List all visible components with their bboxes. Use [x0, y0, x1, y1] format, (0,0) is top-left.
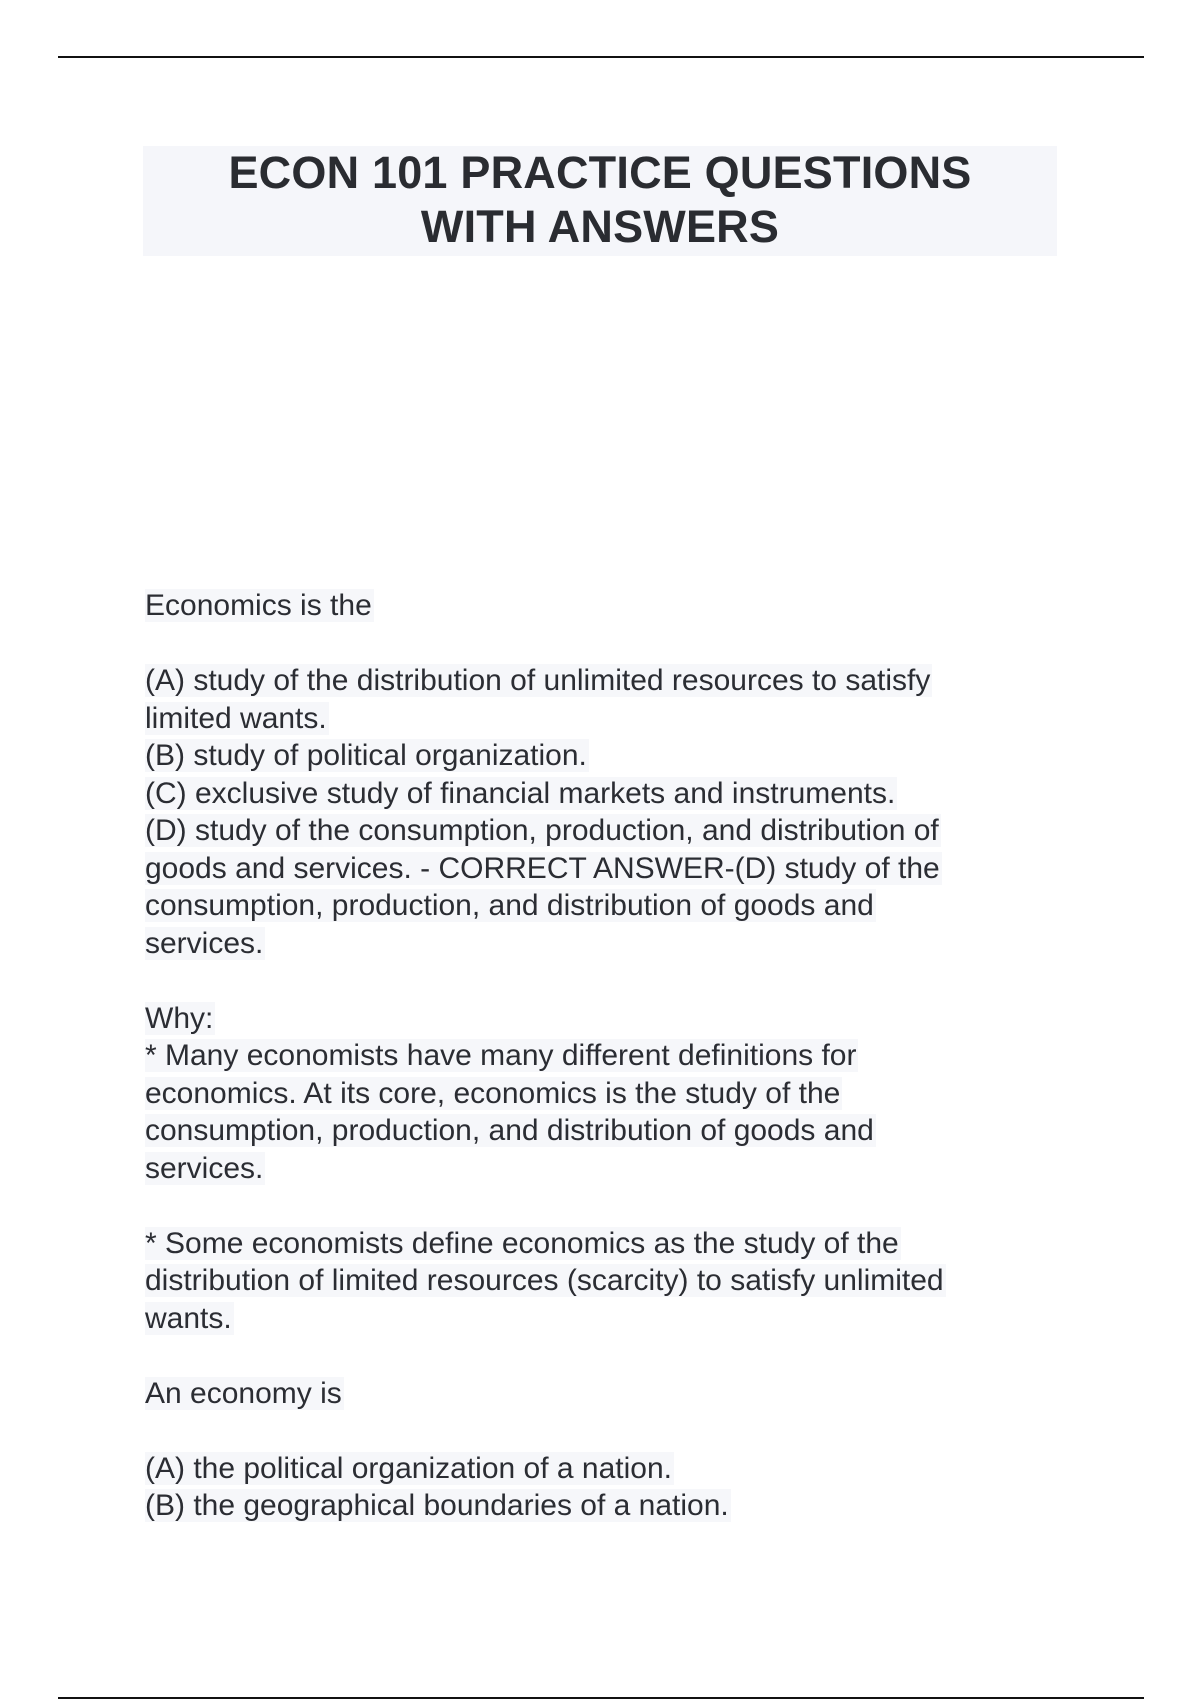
option-line: limited wants. [145, 701, 327, 735]
explanation-paragraph-1 [145, 1037, 1015, 1187]
option-line: consumption, production, and distribution of goods and [145, 889, 874, 922]
explanation-line: consumption, production, and distribution of goods and [145, 1114, 874, 1147]
explanation-line: economics. At its core, economics is the study of the [145, 1076, 841, 1110]
explanation-line: wants. [145, 1301, 232, 1335]
option-line: (A) the political organization of a nation. [145, 1451, 672, 1485]
option-line: (C) exclusive study of financial markets and instruments. [145, 776, 896, 810]
question-2-prompt: An economy is [145, 1376, 342, 1410]
question-2-options [145, 1450, 1015, 1525]
document-body [145, 587, 1015, 1525]
option-line: (B) the geographical boundaries of a nation. [145, 1489, 729, 1522]
explanation-line: * Some economists define economics as the study of the [145, 1226, 899, 1260]
title-line-2: WITH ANSWERS [420, 201, 780, 252]
option-line: goods and services. - CORRECT ANSWER-(D) study of the [145, 851, 940, 885]
option-line: (A) study of the distribution of unlimited resources to satisfy [145, 664, 931, 697]
explanation-paragraph-2 [145, 1225, 1015, 1338]
bottom-rule [58, 1697, 1144, 1699]
explanation-line: * Many economists have many different definitions for [145, 1039, 857, 1072]
question-1-options [145, 662, 1015, 962]
title-line-1: ECON 101 PRACTICE QUESTIONS [228, 147, 972, 198]
explanation-line: services. [145, 1151, 264, 1185]
option-line: (B) study of political organization. [145, 739, 587, 772]
explanation-heading: Why: [145, 1001, 214, 1035]
top-rule [58, 56, 1144, 58]
option-line: (D) study of the consumption, production, and distribution of [145, 814, 939, 847]
option-line: services. [145, 926, 264, 960]
question-1-prompt: Economics is the [145, 589, 372, 622]
explanation-line: distribution of limited resources (scarcity) to satisfy unlimited [145, 1264, 944, 1297]
document-title [143, 146, 1057, 256]
